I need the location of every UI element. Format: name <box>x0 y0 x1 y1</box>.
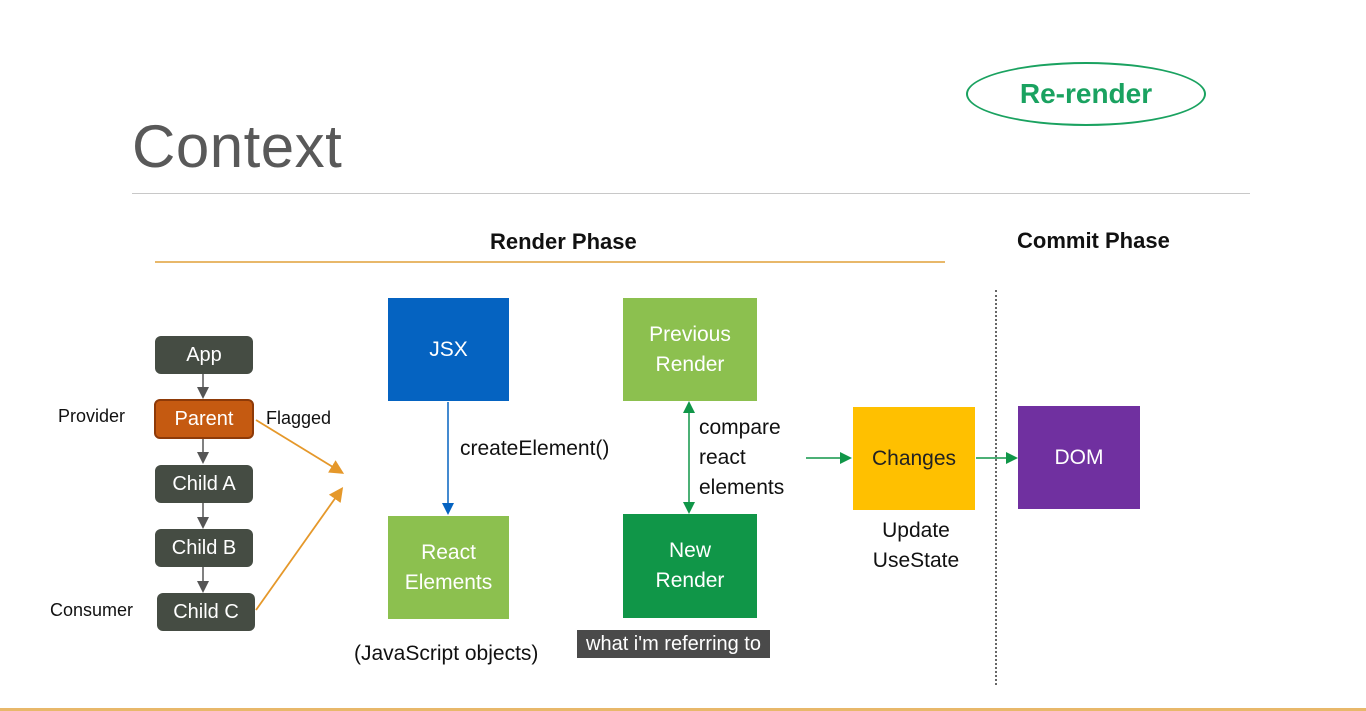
react-elements-box: React Elements <box>388 516 509 619</box>
new-render-box: New Render <box>623 514 757 618</box>
flagged-label: Flagged <box>266 408 332 428</box>
consumer-label: Consumer <box>50 600 134 620</box>
tree-node-app: App <box>155 336 253 374</box>
tree-node-parent: Parent <box>154 399 254 439</box>
tree-node-child-a: Child A <box>155 465 253 503</box>
create-element-label: createElement() <box>460 437 610 460</box>
compare-label: compare react elements <box>699 416 785 499</box>
slide-title: Context <box>132 113 343 180</box>
dom-box: DOM <box>1018 406 1140 509</box>
rerender-badge: Re-render <box>966 62 1206 126</box>
provider-label: Provider <box>58 406 126 426</box>
flag-arrow <box>256 490 341 610</box>
javascript-objects-label: (JavaScript objects) <box>354 642 539 665</box>
jsx-box: JSX <box>388 298 509 401</box>
video-subtitle: what i'm referring to <box>577 630 770 658</box>
changes-box: Changes <box>853 407 975 510</box>
tree-node-child-c: Child C <box>157 593 255 631</box>
render-phase-label: Render Phase <box>490 229 637 254</box>
update-usestate-label: Update UseState <box>872 519 960 572</box>
commit-phase-label: Commit Phase <box>1017 228 1170 253</box>
previous-render-box: Previous Render <box>623 298 757 401</box>
tree-node-child-b: Child B <box>155 529 253 567</box>
